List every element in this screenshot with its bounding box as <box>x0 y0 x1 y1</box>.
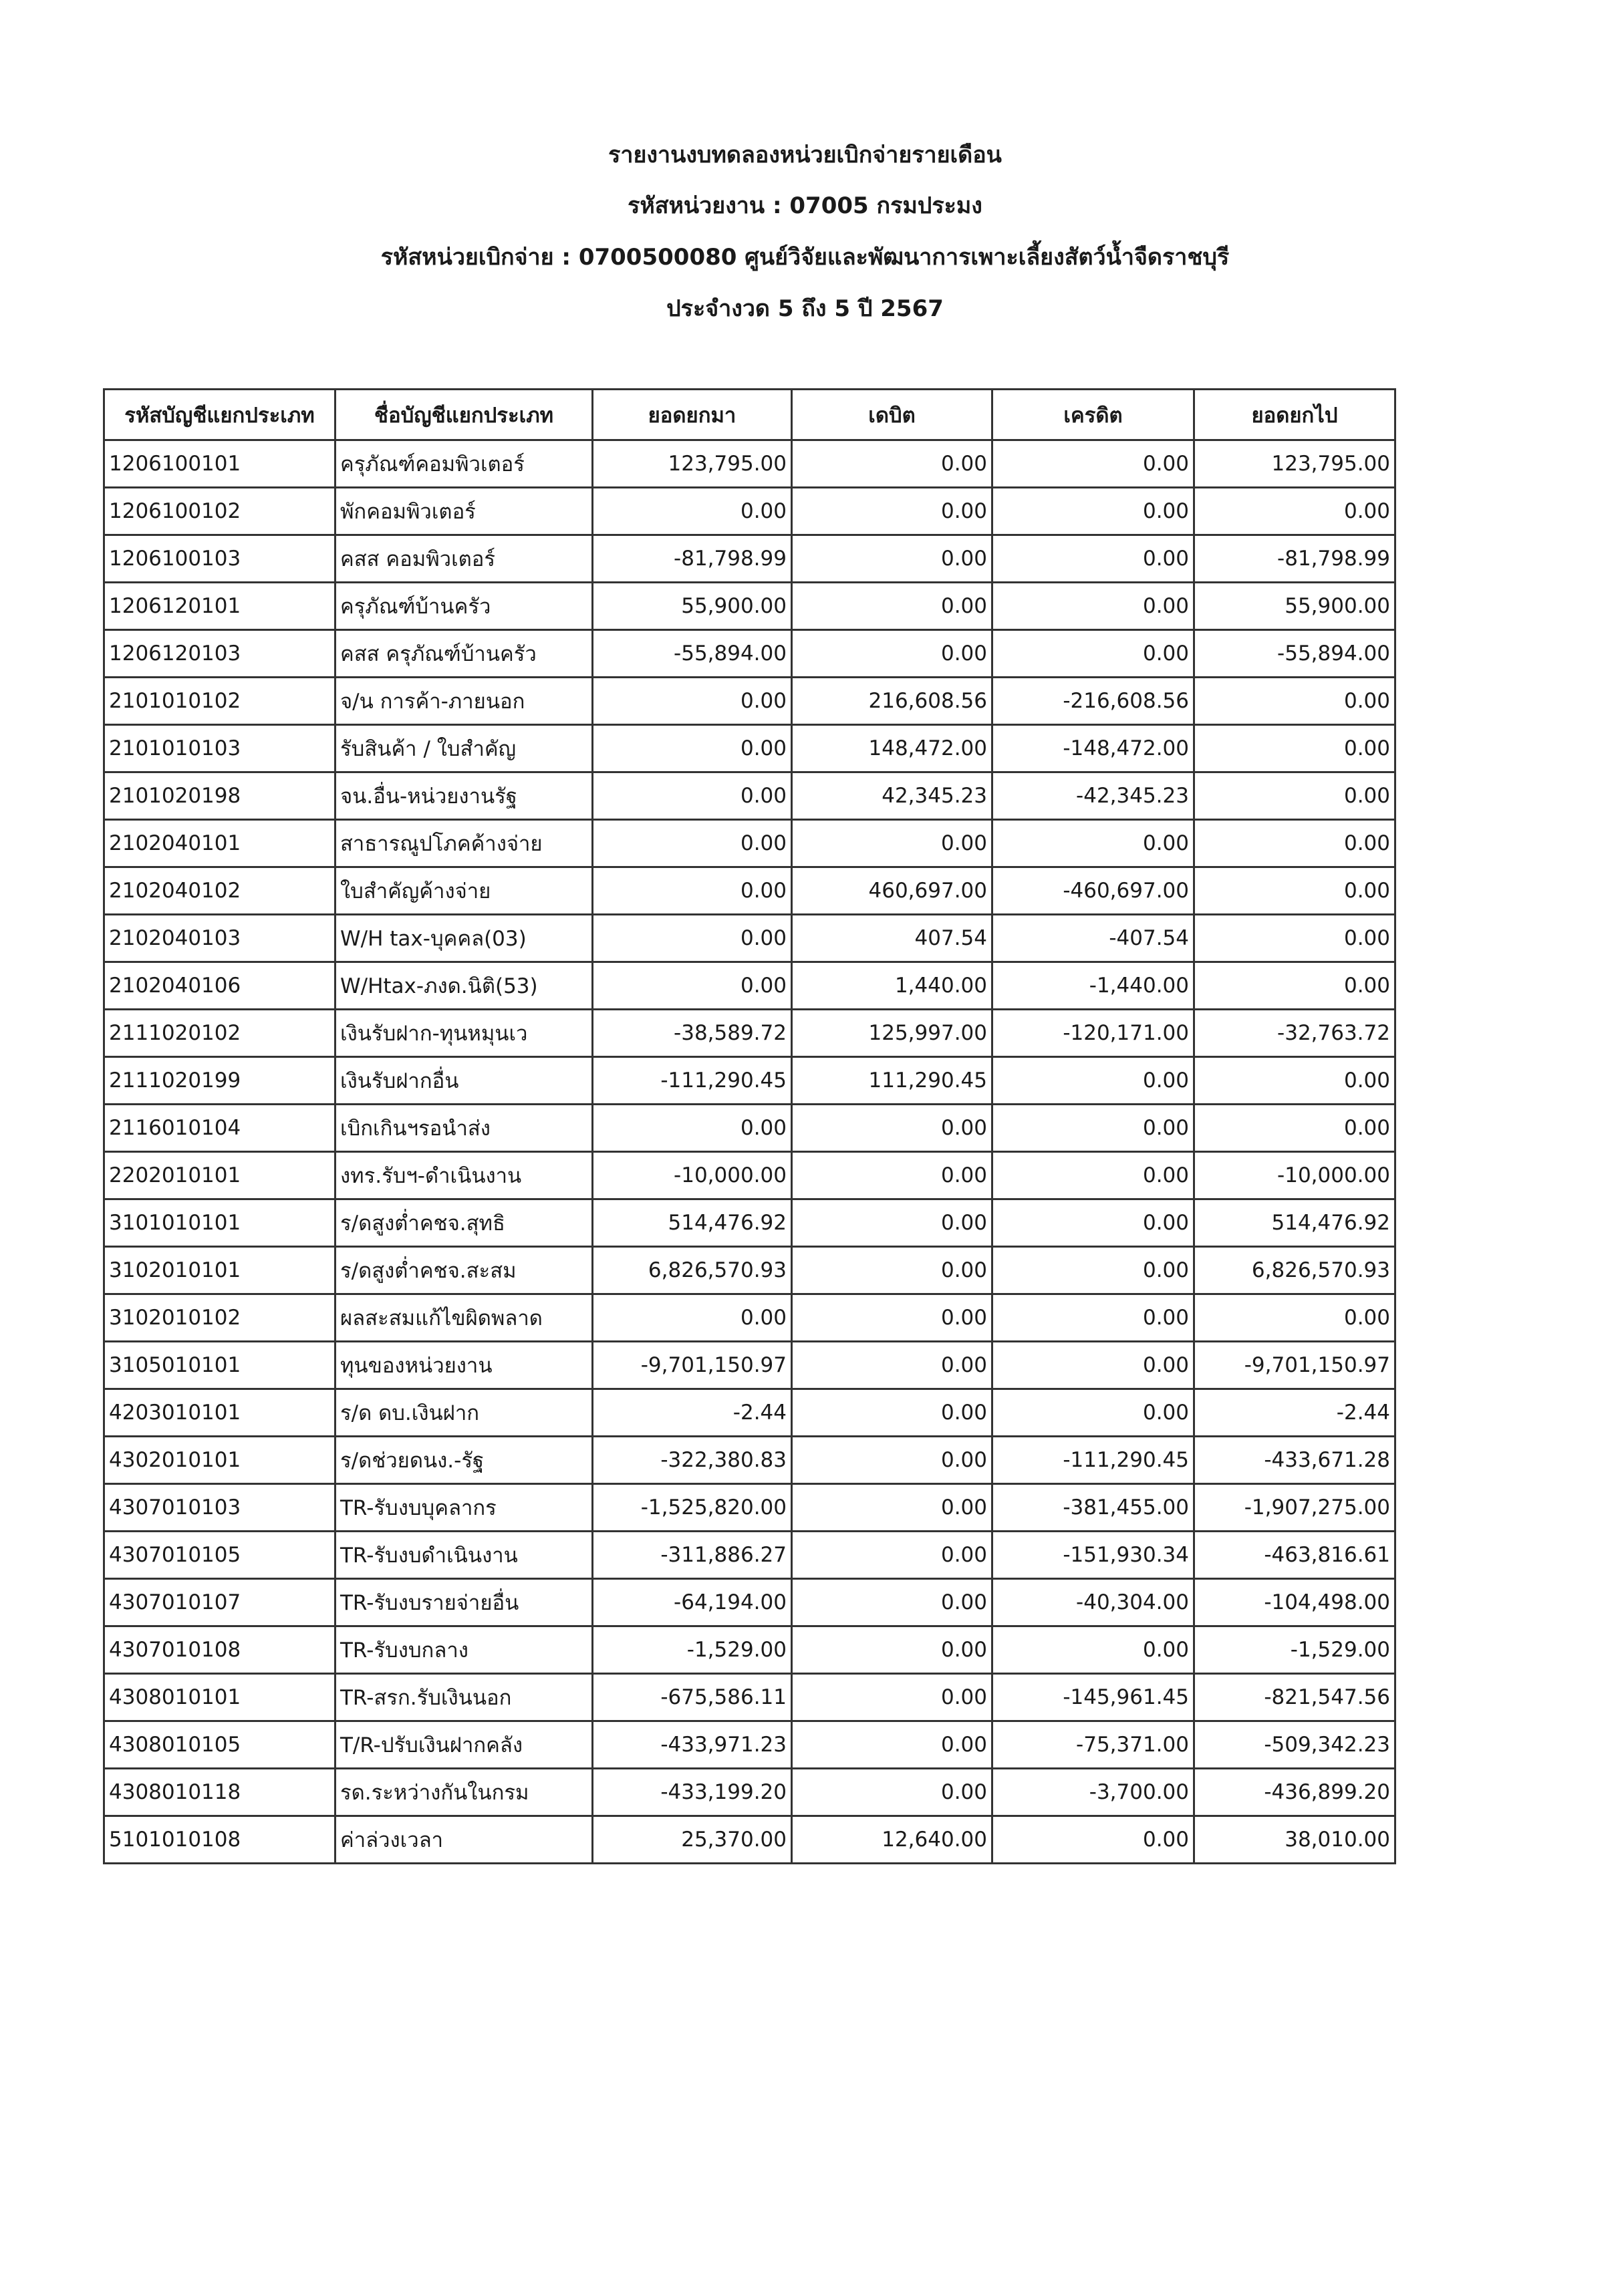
debit-cell: 0.00 <box>792 1105 992 1152</box>
credit-cell: -3,700.00 <box>992 1769 1194 1816</box>
account-code-cell: 2101010103 <box>104 725 336 772</box>
account-name-cell: คสส คอมพิวเตอร์ <box>336 535 593 583</box>
opening-balance-cell: -111,290.45 <box>593 1057 792 1105</box>
account-name-cell: ร/ด ดบ.เงินฝาก <box>336 1389 593 1437</box>
credit-cell: -75,371.00 <box>992 1721 1194 1769</box>
debit-cell: 0.00 <box>792 535 992 583</box>
debit-cell: 0.00 <box>792 1294 992 1342</box>
account-name-cell: TR-รับงบบุคลากร <box>336 1484 593 1532</box>
column-header-account-code: รหัสบัญชีแยกประเภท <box>104 390 336 440</box>
credit-cell: 0.00 <box>992 1389 1194 1437</box>
account-code-cell: 4307010108 <box>104 1626 336 1674</box>
credit-cell: 0.00 <box>992 583 1194 630</box>
account-name-cell: ค่าล่วงเวลา <box>336 1816 593 1864</box>
opening-balance-cell: -433,199.20 <box>593 1769 792 1816</box>
account-name-cell: TR-รับงบดำเนินงาน <box>336 1532 593 1579</box>
table-row <box>104 1342 1395 1389</box>
debit-cell: 0.00 <box>792 1769 992 1816</box>
credit-cell: -42,345.23 <box>992 772 1194 820</box>
closing-balance-cell: 0.00 <box>1194 1294 1395 1342</box>
debit-cell: 0.00 <box>792 583 992 630</box>
closing-balance-cell: -433,671.28 <box>1194 1437 1395 1484</box>
debit-cell: 460,697.00 <box>792 867 992 915</box>
opening-balance-cell: 0.00 <box>593 962 792 1010</box>
debit-cell: 0.00 <box>792 1342 992 1389</box>
closing-balance-cell: -9,701,150.97 <box>1194 1342 1395 1389</box>
credit-cell: -381,455.00 <box>992 1484 1194 1532</box>
account-name-cell: รด.ระหว่างกันในกรม <box>336 1769 593 1816</box>
opening-balance-cell: 0.00 <box>593 678 792 725</box>
column-header-debit: เดบิต <box>792 390 992 440</box>
table-row <box>104 1579 1395 1626</box>
table-row <box>104 1389 1395 1437</box>
opening-balance-cell: 123,795.00 <box>593 440 792 488</box>
opening-balance-cell: 0.00 <box>593 488 792 535</box>
debit-cell: 125,997.00 <box>792 1010 992 1057</box>
closing-balance-cell: 6,826,570.93 <box>1194 1247 1395 1294</box>
debit-cell: 0.00 <box>792 1437 992 1484</box>
column-header-opening-balance: ยอดยกมา <box>593 390 792 440</box>
account-code-cell: 3102010102 <box>104 1294 336 1342</box>
opening-balance-cell: -2.44 <box>593 1389 792 1437</box>
opening-balance-cell: 0.00 <box>593 1105 792 1152</box>
closing-balance-cell: 0.00 <box>1194 820 1395 867</box>
table-row <box>104 678 1395 725</box>
credit-cell: -1,440.00 <box>992 962 1194 1010</box>
account-code-cell: 2102040106 <box>104 962 336 1010</box>
account-name-cell: จ/น การค้า-ภายนอก <box>336 678 593 725</box>
credit-cell: -148,472.00 <box>992 725 1194 772</box>
credit-cell: 0.00 <box>992 630 1194 678</box>
account-code-cell: 5101010108 <box>104 1816 336 1864</box>
agency-code: รหัสหน่วยงาน : 07005 กรมประมง <box>628 192 982 219</box>
credit-cell: -40,304.00 <box>992 1579 1194 1626</box>
debit-cell: 1,440.00 <box>792 962 992 1010</box>
closing-balance-cell: -104,498.00 <box>1194 1579 1395 1626</box>
debit-cell: 216,608.56 <box>792 678 992 725</box>
account-code-cell: 2111020102 <box>104 1010 336 1057</box>
debit-cell: 12,640.00 <box>792 1816 992 1864</box>
table-row <box>104 772 1395 820</box>
table-row <box>104 1294 1395 1342</box>
column-header-account-name: ชื่อบัญชีแยกประเภท <box>336 390 593 440</box>
debit-cell: 0.00 <box>792 1199 992 1247</box>
closing-balance-cell: -436,899.20 <box>1194 1769 1395 1816</box>
account-name-cell: เงินรับฝากอื่น <box>336 1057 593 1105</box>
closing-balance-cell: -55,894.00 <box>1194 630 1395 678</box>
debit-cell: 0.00 <box>792 1484 992 1532</box>
table-row <box>104 1152 1395 1199</box>
table-row <box>104 1247 1395 1294</box>
trial-balance-table <box>103 388 1396 1864</box>
closing-balance-cell: -509,342.23 <box>1194 1721 1395 1769</box>
account-name-cell: TR-รับงบรายจ่ายอื่น <box>336 1579 593 1626</box>
opening-balance-cell: -10,000.00 <box>593 1152 792 1199</box>
closing-balance-cell: -821,547.56 <box>1194 1674 1395 1721</box>
credit-cell: 0.00 <box>992 1247 1194 1294</box>
opening-balance-cell: 0.00 <box>593 915 792 962</box>
account-name-cell: T/R-ปรับเงินฝากคลัง <box>336 1721 593 1769</box>
account-name-cell: W/Htax-ภงด.นิติ(53) <box>336 962 593 1010</box>
table-header-row <box>104 390 1395 440</box>
account-code-cell: 4308010105 <box>104 1721 336 1769</box>
opening-balance-cell: 25,370.00 <box>593 1816 792 1864</box>
closing-balance-cell: 55,900.00 <box>1194 583 1395 630</box>
account-code-cell: 2102040101 <box>104 820 336 867</box>
debit-cell: 0.00 <box>792 1674 992 1721</box>
opening-balance-cell: 514,476.92 <box>593 1199 792 1247</box>
opening-balance-cell: 0.00 <box>593 772 792 820</box>
table-row <box>104 440 1395 488</box>
opening-balance-cell: -55,894.00 <box>593 630 792 678</box>
debit-cell: 42,345.23 <box>792 772 992 820</box>
credit-cell: -145,961.45 <box>992 1674 1194 1721</box>
credit-cell: 0.00 <box>992 1199 1194 1247</box>
debit-cell: 0.00 <box>792 1532 992 1579</box>
report-title: รายงานงบทดลองหน่วยเบิกจ่ายรายเดือน <box>608 142 1002 168</box>
credit-cell: 0.00 <box>992 1057 1194 1105</box>
closing-balance-cell: -32,763.72 <box>1194 1010 1395 1057</box>
closing-balance-cell: 514,476.92 <box>1194 1199 1395 1247</box>
credit-cell: 0.00 <box>992 1294 1194 1342</box>
debit-cell: 0.00 <box>792 1389 992 1437</box>
account-code-cell: 3102010101 <box>104 1247 336 1294</box>
table-row <box>104 962 1395 1010</box>
account-name-cell: ผลสะสมแก้ไขผิดพลาด <box>336 1294 593 1342</box>
debit-cell: 0.00 <box>792 1247 992 1294</box>
opening-balance-cell: -322,380.83 <box>593 1437 792 1484</box>
account-name-cell: TR-สรก.รับเงินนอก <box>336 1674 593 1721</box>
account-code-cell: 2202010101 <box>104 1152 336 1199</box>
closing-balance-cell: -2.44 <box>1194 1389 1395 1437</box>
account-name-cell: ร/ดช่วยดนง.-รัฐ <box>336 1437 593 1484</box>
closing-balance-cell: 0.00 <box>1194 1105 1395 1152</box>
opening-balance-cell: -38,589.72 <box>593 1010 792 1057</box>
account-code-cell: 2102040102 <box>104 867 336 915</box>
closing-balance-cell: 0.00 <box>1194 962 1395 1010</box>
closing-balance-cell: -10,000.00 <box>1194 1152 1395 1199</box>
disbursing-unit-code: รหัสหน่วยเบิกจ่าย : 0700500080 ศูนย์วิจัยและพัฒนาการเพาะเลี้ยงสัตว์น้ำจืดราชบุรี <box>380 244 1230 271</box>
table-row <box>104 1769 1395 1816</box>
opening-balance-cell: -675,586.11 <box>593 1674 792 1721</box>
table-row <box>104 1674 1395 1721</box>
opening-balance-cell: -81,798.99 <box>593 535 792 583</box>
table-row <box>104 1484 1395 1532</box>
table-row <box>104 1199 1395 1247</box>
account-name-cell: เงินรับฝาก-ทุนหมุนเว <box>336 1010 593 1057</box>
account-code-cell: 4307010105 <box>104 1532 336 1579</box>
opening-balance-cell: 6,826,570.93 <box>593 1247 792 1294</box>
credit-cell: -120,171.00 <box>992 1010 1194 1057</box>
account-code-cell: 2101010102 <box>104 678 336 725</box>
closing-balance-cell: 0.00 <box>1194 488 1395 535</box>
account-name-cell: ครุภัณฑ์คอมพิวเตอร์ <box>336 440 593 488</box>
credit-cell: 0.00 <box>992 488 1194 535</box>
account-name-cell: รับสินค้า / ใบสำคัญ <box>336 725 593 772</box>
table-row <box>104 1010 1395 1057</box>
debit-cell: 0.00 <box>792 820 992 867</box>
account-name-cell: W/H tax-บุคคล(03) <box>336 915 593 962</box>
table-row <box>104 1057 1395 1105</box>
closing-balance-cell: -1,907,275.00 <box>1194 1484 1395 1532</box>
credit-cell: 0.00 <box>992 440 1194 488</box>
table-row <box>104 1105 1395 1152</box>
closing-balance-cell: 0.00 <box>1194 772 1395 820</box>
account-name-cell: คสส ครุภัณฑ์บ้านครัว <box>336 630 593 678</box>
table-row <box>104 1626 1395 1674</box>
opening-balance-cell: -433,971.23 <box>593 1721 792 1769</box>
credit-cell: 0.00 <box>992 1626 1194 1674</box>
debit-cell: 148,472.00 <box>792 725 992 772</box>
table-row <box>104 725 1395 772</box>
opening-balance-cell: -9,701,150.97 <box>593 1342 792 1389</box>
account-name-cell: TR-รับงบกลาง <box>336 1626 593 1674</box>
account-name-cell: ทุนของหน่วยงาน <box>336 1342 593 1389</box>
opening-balance-cell: -64,194.00 <box>593 1579 792 1626</box>
closing-balance-cell: -81,798.99 <box>1194 535 1395 583</box>
account-code-cell: 4307010103 <box>104 1484 336 1532</box>
credit-cell: 0.00 <box>992 1816 1194 1864</box>
account-name-cell: งทร.รับฯ-ดำเนินงาน <box>336 1152 593 1199</box>
column-header-credit: เครดิต <box>992 390 1194 440</box>
account-code-cell: 4302010101 <box>104 1437 336 1484</box>
account-code-cell: 2101020198 <box>104 772 336 820</box>
debit-cell: 0.00 <box>792 1626 992 1674</box>
opening-balance-cell: 0.00 <box>593 867 792 915</box>
debit-cell: 0.00 <box>792 1579 992 1626</box>
closing-balance-cell: 0.00 <box>1194 725 1395 772</box>
table-row <box>104 1532 1395 1579</box>
account-code-cell: 1206100102 <box>104 488 336 535</box>
account-code-cell: 4203010101 <box>104 1389 336 1437</box>
table-row <box>104 583 1395 630</box>
table-body <box>104 440 1395 1864</box>
opening-balance-cell: -1,529.00 <box>593 1626 792 1674</box>
account-code-cell: 2116010104 <box>104 1105 336 1152</box>
table-row <box>104 535 1395 583</box>
credit-cell: 0.00 <box>992 1152 1194 1199</box>
credit-cell: -407.54 <box>992 915 1194 962</box>
account-code-cell: 2111020199 <box>104 1057 336 1105</box>
account-code-cell: 4308010118 <box>104 1769 336 1816</box>
account-name-cell: สาธารณูปโภคค้างจ่าย <box>336 820 593 867</box>
credit-cell: 0.00 <box>992 820 1194 867</box>
debit-cell: 0.00 <box>792 1152 992 1199</box>
opening-balance-cell: 0.00 <box>593 1294 792 1342</box>
closing-balance-cell: 38,010.00 <box>1194 1816 1395 1864</box>
credit-cell: 0.00 <box>992 1105 1194 1152</box>
account-name-cell: พักคอมพิวเตอร์ <box>336 488 593 535</box>
account-code-cell: 1206120101 <box>104 583 336 630</box>
opening-balance-cell: 0.00 <box>593 820 792 867</box>
closing-balance-cell: -1,529.00 <box>1194 1626 1395 1674</box>
account-name-cell: ร/ดสูงต่ำคชจ.สุทธิ <box>336 1199 593 1247</box>
table-row <box>104 1437 1395 1484</box>
debit-cell: 0.00 <box>792 630 992 678</box>
account-code-cell: 3105010101 <box>104 1342 336 1389</box>
account-code-cell: 4308010101 <box>104 1674 336 1721</box>
closing-balance-cell: 0.00 <box>1194 678 1395 725</box>
table-row <box>104 820 1395 867</box>
credit-cell: -216,608.56 <box>992 678 1194 725</box>
table-row <box>104 867 1395 915</box>
table-row <box>104 1816 1395 1864</box>
table-row <box>104 630 1395 678</box>
table-row <box>104 915 1395 962</box>
closing-balance-cell: 123,795.00 <box>1194 440 1395 488</box>
account-name-cell: ใบสำคัญค้างจ่าย <box>336 867 593 915</box>
table-row <box>104 488 1395 535</box>
account-name-cell: ร/ดสูงต่ำคชจ.สะสม <box>336 1247 593 1294</box>
account-code-cell: 4307010107 <box>104 1579 336 1626</box>
account-code-cell: 1206100103 <box>104 535 336 583</box>
report-period: ประจำงวด 5 ถึง 5 ปี 2567 <box>666 295 944 322</box>
debit-cell: 0.00 <box>792 440 992 488</box>
account-name-cell: จน.อื่น-หน่วยงานรัฐ <box>336 772 593 820</box>
debit-cell: 407.54 <box>792 915 992 962</box>
account-name-cell: ครุภัณฑ์บ้านครัว <box>336 583 593 630</box>
account-code-cell: 1206120103 <box>104 630 336 678</box>
closing-balance-cell: 0.00 <box>1194 1057 1395 1105</box>
closing-balance-cell: 0.00 <box>1194 915 1395 962</box>
credit-cell: -111,290.45 <box>992 1437 1194 1484</box>
account-code-cell: 1206100101 <box>104 440 336 488</box>
opening-balance-cell: -311,886.27 <box>593 1532 792 1579</box>
debit-cell: 111,290.45 <box>792 1057 992 1105</box>
account-name-cell: เบิกเกินฯรอนำส่ง <box>336 1105 593 1152</box>
opening-balance-cell: 0.00 <box>593 725 792 772</box>
table-row <box>104 1721 1395 1769</box>
opening-balance-cell: 55,900.00 <box>593 583 792 630</box>
closing-balance-cell: 0.00 <box>1194 867 1395 915</box>
credit-cell: 0.00 <box>992 535 1194 583</box>
opening-balance-cell: -1,525,820.00 <box>593 1484 792 1532</box>
debit-cell: 0.00 <box>792 1721 992 1769</box>
account-code-cell: 2102040103 <box>104 915 336 962</box>
account-code-cell: 3101010101 <box>104 1199 336 1247</box>
debit-cell: 0.00 <box>792 488 992 535</box>
closing-balance-cell: -463,816.61 <box>1194 1532 1395 1579</box>
credit-cell: 0.00 <box>992 1342 1194 1389</box>
credit-cell: -151,930.34 <box>992 1532 1194 1579</box>
column-header-closing-balance: ยอดยกไป <box>1194 390 1395 440</box>
credit-cell: -460,697.00 <box>992 867 1194 915</box>
